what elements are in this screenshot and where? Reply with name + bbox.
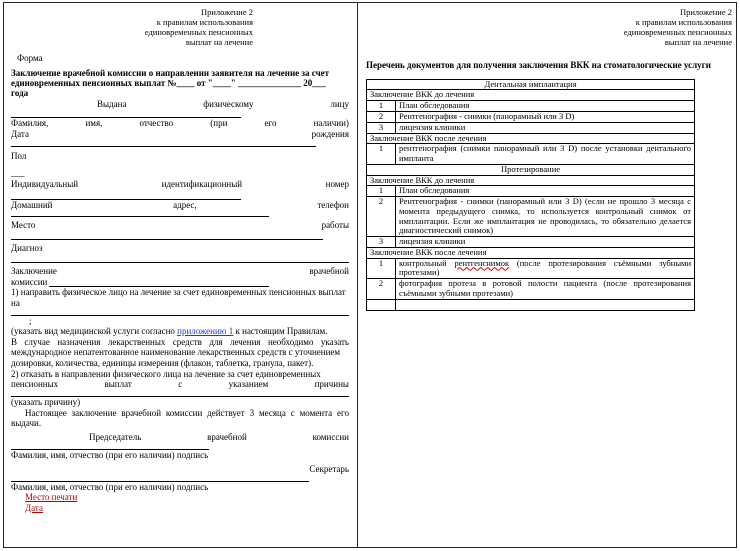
secretary-signature-caption: Фамилия, имя, отчество (при его наличии) подпись bbox=[11, 481, 209, 492]
chair-blank bbox=[11, 442, 209, 450]
table-num-cell: 1 bbox=[367, 186, 396, 197]
iin-blank bbox=[11, 189, 241, 200]
stamp-place: Место печати bbox=[25, 492, 78, 503]
iin-line: Индивидуальный идентификационный номер bbox=[11, 178, 349, 189]
secretary-blank bbox=[11, 475, 309, 482]
form-column bbox=[11, 7, 349, 513]
table-section-cell: Протезирование bbox=[367, 164, 695, 175]
table-text-cell: Рентгенография - снимки (панорамный или 3 D) (если не прошло 3 месяца с момента предыдущего снимка, то используется контрольный снимок от имплантации. Если же имплантация не проводилась, то обязательно делается диагностический снимок) bbox=[396, 197, 695, 237]
documents-column bbox=[366, 7, 732, 311]
table-num-cell: 3 bbox=[367, 237, 396, 248]
dob-line: Дата рождения bbox=[11, 128, 349, 139]
misspelled-word: рентгенснимок bbox=[454, 257, 510, 268]
commission-line: комиссии bbox=[11, 277, 349, 288]
address-blank bbox=[11, 211, 269, 217]
table-text-cell: фотография протеза в ротовой полости пациента (после протезирования съёмными зубными протезами) bbox=[396, 279, 695, 300]
validity-text: Настоящее заключение врачебной комиссии действует 3 месяца с момента его выдачи. bbox=[11, 407, 349, 429]
item-1: 1) направить физическое лицо на лечение за счет единовременных пенсионных выплат bbox=[11, 287, 346, 298]
fio-line: Фамилия, имя, отчество (при его наличии) bbox=[11, 118, 349, 129]
table-num-cell: 3 bbox=[367, 122, 396, 133]
table-text-cell: Рентгенография - снимки (панорамный или 3 D) bbox=[396, 111, 695, 122]
table-header-cell: Заключение ВКК до лечения bbox=[367, 175, 695, 186]
dob-blank bbox=[11, 140, 316, 147]
work-line: Место работы bbox=[11, 219, 349, 230]
table-num-cell: 1 bbox=[367, 144, 396, 165]
table-num-cell: 1 bbox=[367, 258, 396, 279]
table-num-cell: 2 bbox=[367, 111, 396, 122]
table-row bbox=[367, 258, 695, 279]
table-row bbox=[367, 186, 695, 197]
table-text-cell: рентгенография (снимки панорамный или 3 D) после установки дентального импланта bbox=[396, 144, 695, 165]
table-row bbox=[367, 144, 695, 165]
table-row bbox=[367, 197, 695, 237]
table-row bbox=[367, 237, 695, 248]
table-row bbox=[367, 247, 695, 258]
issued-blank bbox=[11, 109, 241, 118]
diagnosis-label: Диагноз bbox=[11, 242, 43, 253]
table-text-cell: лицензия клиники bbox=[396, 237, 695, 248]
table-num-cell: 2 bbox=[367, 197, 396, 237]
table-section-cell: Дентальная имплантация bbox=[367, 79, 695, 90]
table-row bbox=[367, 279, 695, 300]
dosage-text: дозировки, количества, единицы измерения (флакон, таблетка, гранула, пакет). bbox=[11, 358, 314, 369]
specify-line: (указать вид медицинской услуги согласно приложению 1 к настоящим Правилам. bbox=[11, 326, 328, 337]
table-num-cell: 2 bbox=[367, 279, 396, 300]
appendix-header-left: Приложение 2 к правилам использования единовременных пенсионных выплат на лечение bbox=[144, 7, 253, 48]
table-row bbox=[367, 122, 695, 133]
table-header-cell: Заключение ВКК после лечения bbox=[367, 247, 695, 258]
form-title: Заключение врачебной комиссии о направлении заявителя на лечение за счет единовременных пенсионных выплат №____ от "____" ______________ 20___ года bbox=[11, 67, 330, 99]
conclusion-line: Заключение врачебной bbox=[11, 266, 349, 277]
table-header-cell: Заключение ВКК после лечения bbox=[367, 133, 695, 144]
column-divider bbox=[357, 2, 358, 548]
table-text-cell: контрольный рентгенснимок (после протезирования съёмными зубными протезами) bbox=[396, 258, 695, 279]
table-row bbox=[367, 101, 695, 112]
diagnosis-blank bbox=[11, 253, 349, 263]
table-text-cell: лицензия клиники bbox=[396, 122, 695, 133]
drugs-text: В случае назначения лекарственных средств для лечения необходимо указать международное непатентованное наименование лекарственных средств с уточнением bbox=[11, 336, 349, 358]
issued-line: Выдана физическому лицу bbox=[97, 98, 349, 109]
item-2-line2: пенсионных выплат с указанием причины bbox=[11, 379, 349, 390]
sex-label: Пол bbox=[11, 150, 27, 161]
table-row bbox=[367, 79, 695, 90]
item-2-line1: 2) отказать в направлении физического лица на лечение за счет единовременных bbox=[11, 368, 321, 379]
table-row bbox=[367, 90, 695, 101]
table-row bbox=[367, 133, 695, 144]
secretary-label: Секретарь bbox=[309, 463, 349, 474]
reason-text: (указать причину) bbox=[11, 396, 81, 407]
documents-title: Перечень документов для получения заключения ВКК на стоматологические услуги bbox=[366, 60, 711, 71]
address-line: Домашний адрес, телефон bbox=[11, 200, 349, 211]
semicolon: ; bbox=[29, 315, 32, 326]
chair-line: Председатель врачебной комиссии bbox=[89, 431, 349, 442]
table-empty-row bbox=[367, 299, 695, 310]
table-row bbox=[367, 164, 695, 175]
item-2-blank bbox=[11, 390, 349, 397]
table-num-cell: 1 bbox=[367, 101, 396, 112]
form-label: Форма bbox=[17, 53, 43, 64]
chair-signature-caption: Фамилия, имя, отчество (при его наличии) подпись bbox=[11, 450, 209, 461]
table-row bbox=[367, 111, 695, 122]
table-text-cell: План обследования bbox=[396, 186, 695, 197]
item-1-blank bbox=[11, 309, 349, 316]
item-1-na: на bbox=[11, 298, 20, 309]
table-row bbox=[367, 175, 695, 186]
date-label: Дата bbox=[25, 502, 43, 513]
sex-blank: ___ bbox=[11, 168, 25, 179]
table-header-cell: Заключение ВКК до лечения bbox=[367, 90, 695, 101]
appendix-header-right: Приложение 2 к правилам использования единовременных пенсионных выплат на лечение bbox=[623, 7, 732, 48]
appendix-1-link[interactable]: приложению 1 bbox=[177, 326, 234, 337]
work-blank bbox=[11, 231, 323, 240]
documents-table bbox=[366, 79, 695, 311]
table-text-cell: План обследования bbox=[396, 101, 695, 112]
